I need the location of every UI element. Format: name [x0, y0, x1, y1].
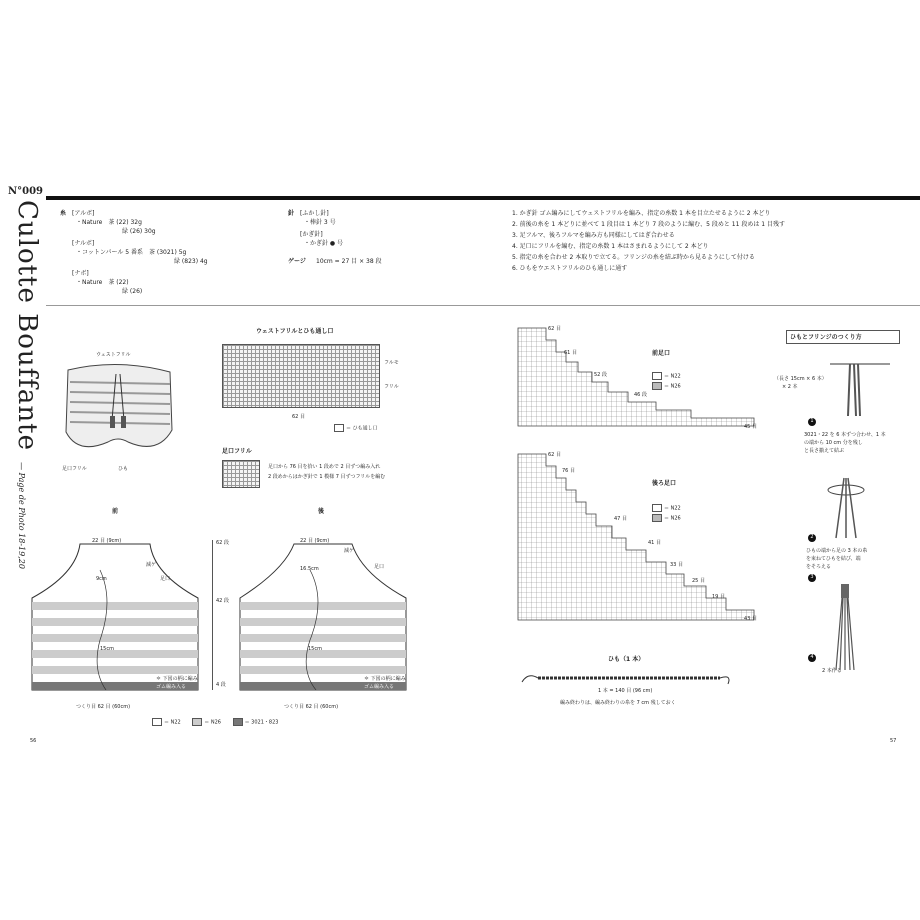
tassel-step1-label2: × 2 本 — [782, 384, 798, 390]
page-number-left: 56 — [30, 738, 37, 744]
waist-frill-right1: フルモ — [384, 360, 399, 366]
front-mid: 15cm — [100, 646, 114, 652]
back-top-width: 22 目 (9cm) — [300, 538, 330, 544]
front-side: 足口 — [160, 576, 171, 582]
cord-title: ひも（1 本） — [608, 656, 645, 663]
legend-swatch-dark — [233, 718, 243, 726]
subtitle: — Page de Photo 18-19,20 — [17, 462, 26, 569]
back-chart-top: 62 目 — [548, 452, 561, 458]
tassel-step2-text3: と長さ揃えて結ぶ — [804, 448, 845, 454]
front-band: ＊ 下図の柄に編み — [156, 676, 198, 682]
block1-title: [アルボ] — [72, 210, 95, 217]
legend-swatch — [652, 382, 662, 390]
back-chart-end: 43 目 — [744, 616, 757, 622]
waist-frill-grid — [222, 344, 380, 408]
tools-title2: [かぎ針] — [300, 231, 323, 238]
front-chart-legend1 — [652, 372, 681, 381]
tassel-n2: 2 — [808, 534, 816, 542]
front-chart-legend2 — [652, 382, 681, 391]
back-chart-c5: 25 目 — [692, 578, 705, 584]
legend-swatch — [652, 514, 662, 522]
top-rule — [46, 196, 920, 200]
leg-frill-title: 足口フリル — [222, 448, 252, 455]
garment-sketch — [58, 350, 178, 460]
back-side: 足口 — [374, 564, 385, 570]
back-title: 後 — [318, 508, 325, 515]
instructions — [512, 210, 785, 273]
legend-item2: ＝ N26 — [204, 719, 221, 726]
title: Culotte Bouffante — [12, 200, 42, 451]
tools-title: [ふかし針] — [300, 210, 329, 217]
block3-line1: ・Nature 茶 (22) — [76, 279, 129, 286]
tassel-n4: 4 — [808, 654, 816, 662]
instruction-line: 4. 足口にフリルを編む、指定の糸数 1 本はさまれるようにして 2 本どり — [512, 243, 709, 250]
block2-title: [ナルボ] — [72, 240, 95, 247]
side-count-top: 62 段 — [216, 540, 229, 546]
front-chart-mid2: 52 段 — [594, 372, 607, 378]
tassel-step4-text: 2 本作る — [822, 668, 842, 674]
front-chart-mid3: 46 段 — [634, 392, 647, 398]
back-bottom: つくり目 62 目 (60cm) — [284, 704, 339, 710]
vertical-title — [8, 200, 48, 569]
leg-frill-grid — [222, 460, 260, 488]
tassel-step2-text2: の端から 10 cm 分を残し — [804, 440, 863, 446]
legend-text: ＝ N26 — [664, 383, 681, 390]
page-number-right: 57 — [890, 738, 897, 744]
leg-frill-note1: 足口から 76 目を拾い 1 段めで 2 目ずつ編み入れ — [268, 464, 381, 470]
tassel-step3-text1: ひもの端から足の 3 本の糸 — [806, 548, 868, 554]
tassel-step2-drawing — [816, 474, 876, 544]
tassel-title: ひもとフリンジのつくり方 — [790, 334, 862, 341]
front-chart-top: 62 目 — [548, 326, 561, 332]
block2-line2: 緑 (823) 4g — [174, 258, 208, 265]
front-chart-mid1: 61 目 — [564, 350, 577, 356]
waist-frill-right2: フリル — [384, 384, 399, 390]
back-height: 16.5cm — [300, 566, 319, 572]
waist-frill-bottom: 62 目 — [292, 414, 305, 420]
legend-text: ＝ N26 — [664, 515, 681, 522]
front-height: 9cm — [96, 576, 107, 582]
photo-label-left: 足口フリル — [62, 466, 87, 472]
back-dec: 減ゲ — [344, 548, 355, 554]
legend-swatch — [652, 372, 662, 380]
front-bottom: つくり目 62 目 (60cm) — [76, 704, 131, 710]
cord-drawing — [520, 668, 740, 688]
block3-line2: 緑 (26) — [122, 288, 143, 295]
legend-text: ＝ N22 — [664, 373, 681, 380]
block2-line1: ・コットンパール 5 番系 茶 (3021) 5g — [76, 249, 187, 256]
back-band: ＊ 下図の柄に編み — [364, 676, 406, 682]
front-dec: 減ゲ — [146, 562, 157, 568]
legend-text: ＝ N22 — [664, 505, 681, 512]
legend-swatch — [334, 424, 344, 432]
front-chart-title: 前足口 — [652, 350, 671, 357]
waist-frill-title: ウェストフリルとひも通し口 — [256, 328, 334, 335]
tools-label: 針 — [288, 210, 295, 217]
front-panel-shape — [28, 530, 204, 696]
tassel-n3: 3 — [808, 574, 816, 582]
bottom-legend — [152, 718, 278, 727]
instruction-line: 5. 指定の糸を合わせ 2 本取りで立てる。フリンジの糸を結ぶ時から見るようにして付ける — [512, 254, 755, 261]
instruction-line: 6. ひもをウエストフリルのひも通しに通す — [512, 265, 628, 272]
legend-swatch-white — [152, 718, 162, 726]
back-panel-shape — [236, 530, 412, 696]
front-top-width: 22 目 (9cm) — [92, 538, 122, 544]
gauge-label: ゲージ — [288, 258, 306, 265]
photo-label-top: ウェストフリル — [96, 352, 131, 358]
back-chart-c6: 19 目 — [712, 594, 725, 600]
front-leg-chart — [516, 326, 766, 430]
mid-rule — [46, 305, 920, 306]
block1-line2: 緑 (26) 30g — [122, 228, 156, 235]
back-chart-legend1 — [652, 504, 681, 513]
tassel-step3-text3: をそろえる — [806, 564, 832, 570]
back-chart-legend2 — [652, 514, 681, 523]
legend-swatch — [652, 504, 662, 512]
side-count-line — [212, 540, 213, 690]
tassel-step2-text1: 3021・22 を 6 本ずつ合わせ、1 本 — [804, 432, 886, 438]
legend-swatch-gray — [192, 718, 202, 726]
pattern-number: N°009 — [8, 186, 44, 197]
side-count-bottom: 4 段 — [216, 682, 226, 688]
back-chart-c4: 33 目 — [670, 562, 683, 568]
cord-note: 編み終わりは、編み終わりの糸を 7 cm 残しておく — [560, 700, 676, 706]
tools-line1: ・棒針 3 号 — [304, 219, 336, 226]
back-chart-title: 後ろ足口 — [652, 480, 677, 487]
photo-label-right: ひも — [118, 466, 129, 472]
tassel-title-box — [786, 330, 900, 344]
front-band2: ゴム編み入る — [156, 684, 187, 690]
back-mid: 15cm — [308, 646, 322, 652]
tassel-step1-label: （長さ 15cm × 6 本） — [774, 376, 827, 382]
legend-item1: ＝ N22 — [164, 719, 181, 726]
back-chart-c2: 47 目 — [614, 516, 627, 522]
tassel-step1-drawing — [810, 356, 900, 426]
gauge-text: 10cm = 27 目 × 38 段 — [316, 258, 382, 265]
waist-frill-legend — [334, 424, 378, 433]
instruction-line: 2. 前後の糸を 1 本どりに並べて 1 段目は 1 本どり 7 段のように編む、5 段めと 11 段めは 1 目残す — [512, 221, 785, 228]
back-leg-chart — [516, 452, 766, 624]
legend-item3: ＝ 3021・823 — [244, 719, 279, 726]
back-band2: ゴム編み入る — [364, 684, 395, 690]
thread-label: 糸 — [60, 210, 67, 217]
tools-line2: ・かぎ針 ● 号 — [304, 240, 344, 247]
instruction-line: 1. かぎ針 ゴム編みにしてウェストフリルを編み、指定の糸数 1 本を目立たせるように 2 本どり — [512, 210, 771, 217]
front-chart-end: 45 目 — [744, 424, 757, 430]
tassel-step3-text2: を束ねてひもを結び、端 — [806, 556, 861, 562]
block3-title: [ナボ] — [72, 270, 89, 277]
legend-text: ＝ ひも通し口 — [346, 425, 378, 432]
front-title: 前 — [112, 508, 119, 515]
leg-frill-note2: 2 段めからはかぎ針で 1 模様 7 目ずつフリルを編む — [268, 474, 386, 480]
side-count-mid: 42 段 — [216, 598, 229, 604]
instruction-line: 3. 足フルマ、後ろフルマを編み方も同様にしてはぎ合わせる — [512, 232, 675, 239]
tassel-step3-drawing — [830, 584, 860, 674]
back-chart-c3: 41 目 — [648, 540, 661, 546]
cord-length: 1 本 = 140 目 (96 cm) — [598, 688, 653, 694]
tassel-n1: 1 — [808, 418, 816, 426]
back-chart-c1: 76 目 — [562, 468, 575, 474]
block1-line1: ・Nature 茶 (22) 32g — [76, 219, 142, 226]
